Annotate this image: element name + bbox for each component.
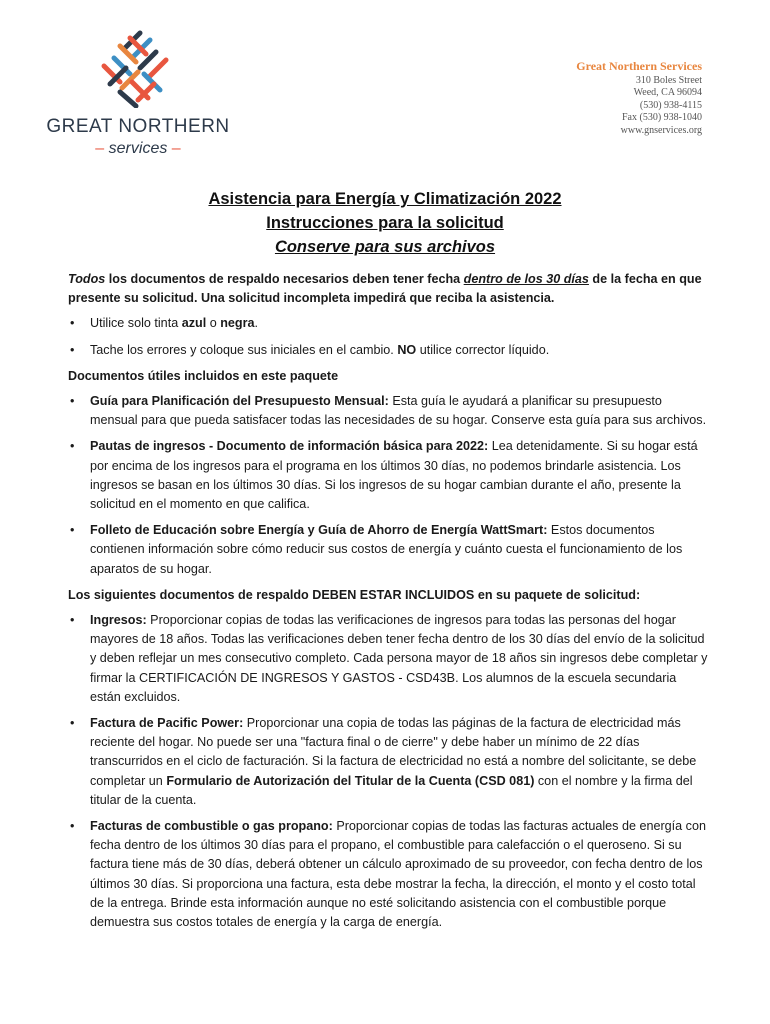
list-item: • Ingresos: Proporcionar copias de todas las verificaciones de ingresos para todas las personas del hogar mayores de 18 años. Todas las verificaciones deben tener fecha dentro de los 30 días del envío de la solicitud y deben reflejar un mes consecutivo completo. Cada persona mayor de 18 años sin ingresos debe completar y firmar la CERTIFICACIÓN DE INGRESOS Y GASTOS - CSD43B. Los alumnos de la escuela secundaria están excluidos.	[70, 613, 708, 704]
useful-documents-heading: Documentos útiles incluidos en este paquete	[68, 368, 339, 383]
list-item: • Factura de Pacific Power: Proporcionar una copia de todas las páginas de la factura de electricidad más reciente del hogar. No puede ser una "factura final o de cierre" y debe haber un mínimo de 22 días transcurridos en el ciclo de facturación. Si la factura de electricidad no está a nombre del solicitante, se debe completar un Formulario de Autorización del Titular de la Cuenta (CSD 081) con el nombre y la firma del titular de la cuenta.	[70, 716, 697, 807]
list-item: • Facturas de combustible o gas propano: Proporcionar copias de todas las facturas actuales de energía con fecha dentro de los últimos 30 días para el propano, el combustible para calefacción o el queroseno. Si su factura tiene más de 30 días, deberá obtener un cálculo aproximado de su proveedor, con fecha dentro de los últimos 30 días. Si proporciona una factura, esta debe mostrar la fecha, la dirección, el monto y el costo total de la entrega. Brinde esta información aunque no esté solicitando asistencia con el combustible porque demuestra sus costos totales de energía y la carga de energía.	[70, 819, 706, 930]
list-item: • Utilice solo tinta azul o negra.	[70, 316, 259, 331]
logo-name: GREAT NORTHERN	[46, 116, 230, 137]
document-body	[68, 270, 708, 939]
list-item: • Guía para Planificación del Presupuesto Mensual: Esta guía le ayudará a planificar su presupuesto mensual para que pueda satisfacer todas las necesidades de su hogar. Conserve esta guía para sus archivos.	[70, 394, 707, 428]
website-link[interactable]: www.gnservices.org	[620, 124, 702, 136]
org-name: Great Northern Services	[576, 59, 702, 73]
intro-paragraph: Todos los documentos de respaldo necesarios deben tener fecha dentro de los 30 días de la fecha en que presente su solicitud. Una solicitud incompleta impedirá que reciba la asistencia.	[68, 272, 702, 306]
list-item: • Tache los errores y coloque sus iniciales en el cambio. NO utilice corrector líquido.	[70, 342, 550, 357]
useful-documents-list	[68, 392, 708, 579]
company-address	[576, 60, 702, 138]
rules-list	[68, 314, 708, 359]
street: 310 Boles Street	[635, 74, 702, 86]
title-line-2: Instrucciones para la solicitud	[266, 214, 504, 232]
fax: Fax (530) 938-1040	[622, 112, 702, 124]
logo-weave-icon	[90, 28, 180, 108]
logo-subtitle: – services –	[95, 140, 181, 157]
city: Weed, CA 96094	[633, 87, 702, 99]
title-line-3: Conserve para sus archivos	[274, 238, 496, 256]
document-titles	[0, 187, 770, 259]
phone: (530) 938-4115	[639, 99, 702, 111]
required-documents-heading: Los siguientes documentos de respaldo DEBEN ESTAR INCLUIDOS en su paquete de solicitud:	[68, 587, 641, 602]
company-logo	[38, 28, 238, 163]
required-documents-list	[68, 611, 708, 932]
list-item: • Folleto de Educación sobre Energía y Guía de Ahorro de Energía WattSmart: Estos documentos contienen información sobre cómo reducir sus costos de energía y cuánto cuesta el funcionamiento de los aparatos de su hogar.	[70, 523, 683, 576]
list-item: • Pautas de ingresos - Documento de información básica para 2022: Lea detenidamente. Si su hogar está por encima de los ingresos para el programa en los últimos 30 días, no podemos brindarle asistencia. Los ingresos se basan en los últimos 30 días. Si los ingresos de su hogar cambian durante el año, presente la solicitud en el momento en que califica.	[70, 439, 698, 512]
title-line-1: Asistencia para Energía y Climatización 2022	[208, 190, 562, 208]
